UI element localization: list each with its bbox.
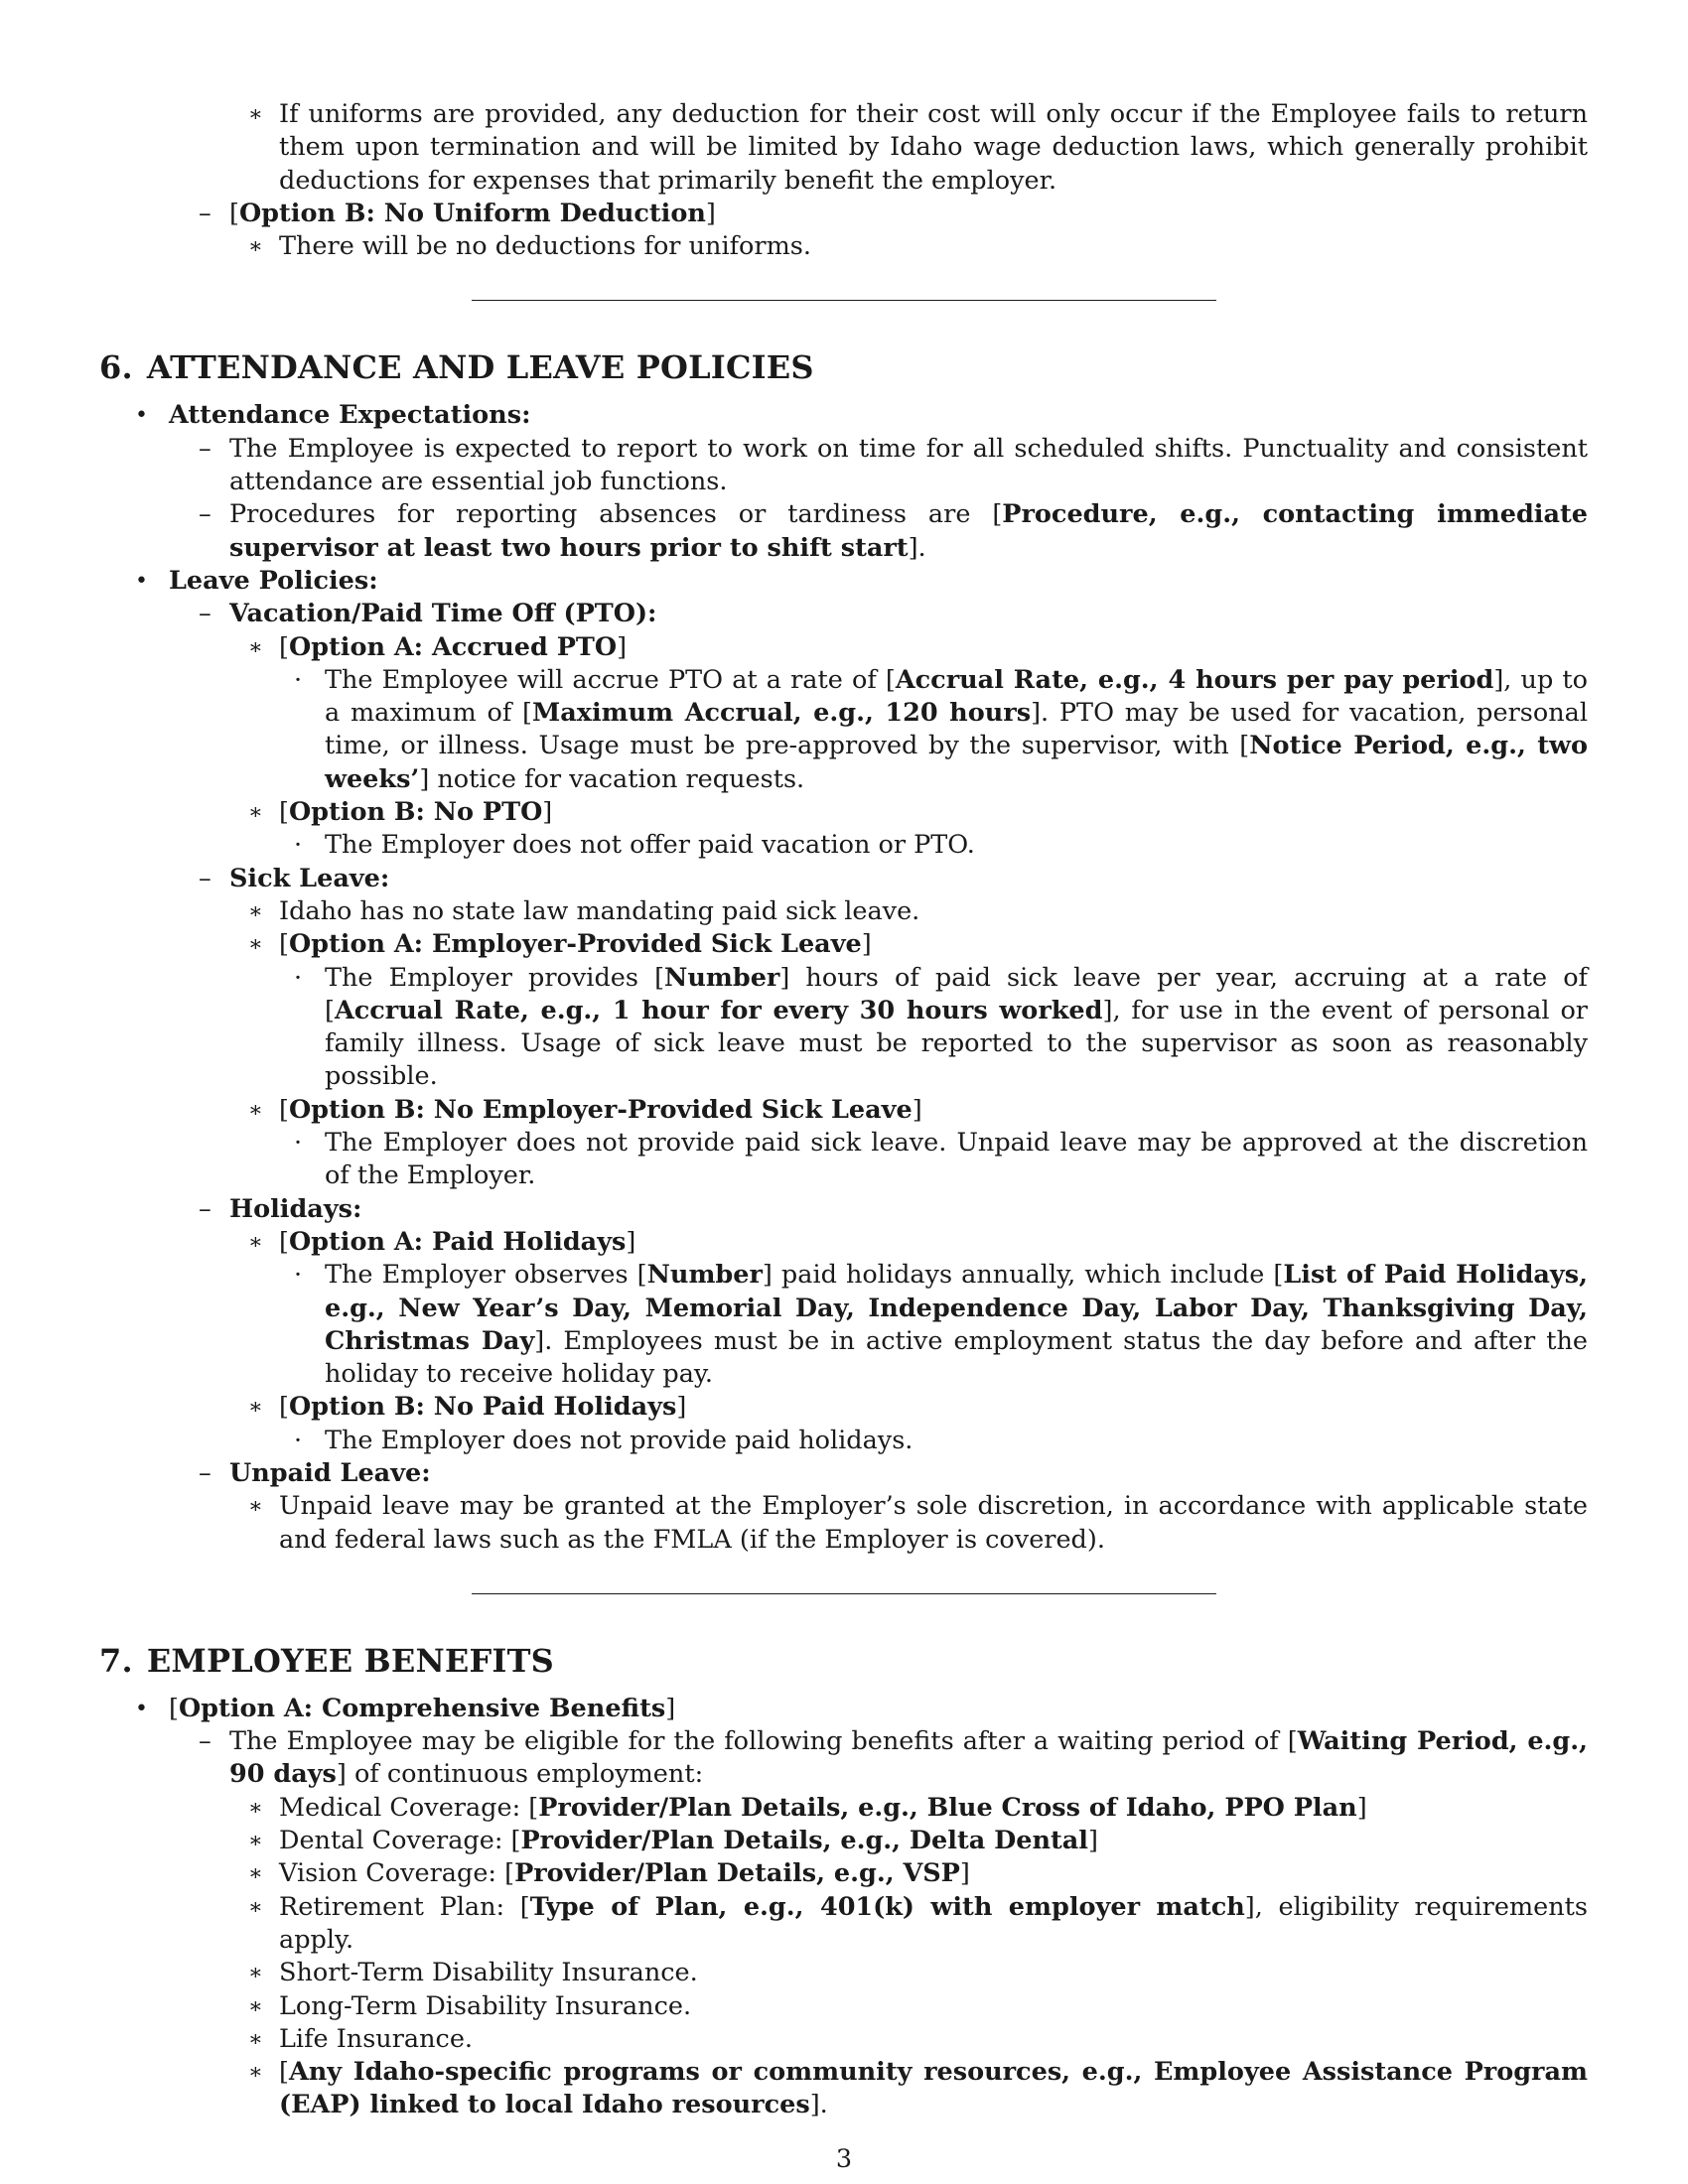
star-marker: ∗: [248, 2026, 263, 2052]
option-heading: Option B: No Paid Holidays: [288, 1392, 677, 1423]
list-item: ∗ [Option B: No PTO]: [99, 796, 1588, 829]
star-marker: ∗: [248, 1395, 263, 1421]
list-item: ∗ Retirement Plan: [Type of Plan, e.g., 401(k) with employer match], eligibility requirements apply.: [248, 1891, 1588, 1955]
dot-marker: ·: [294, 1260, 303, 1291]
dash-marker: –: [199, 198, 211, 228]
option-heading: Option A: Paid Holidays: [288, 1226, 627, 1257]
list-item: · The Employer does not provide paid sick leave. Unpaid leave may be approved at the discretion of the Employer.: [294, 1128, 1588, 1191]
list-item: [99, 399, 1588, 432]
list-item: [99, 98, 1588, 198]
star-marker: ∗: [248, 1894, 263, 1920]
list-item: ∗ Unpaid leave may be granted at the Employer’s sole discretion, in accordance with applicable state and federal laws such as the FMLA (if the Employer is covered).: [248, 1491, 1588, 1555]
star-marker: ∗: [248, 102, 263, 127]
list-item: ∗ [Any Idaho-specific programs or community resources, e.g., Employee Assistance Program (EAP) linked to local Idaho resources].: [248, 2057, 1588, 2120]
list-item: – Sick Leave:: [99, 863, 1588, 895]
list-item: ∗ [Option B: No Paid Holidays]: [99, 1391, 1588, 1424]
star-marker: ∗: [248, 1097, 263, 1123]
list-item: ∗ Dental Coverage: [Provider/Plan Details, e.g., Delta Dental]: [99, 1825, 1588, 1857]
list-item: ∗ Long-Term Disability Insurance.: [99, 1990, 1588, 2023]
section-divider: [472, 1593, 1216, 1594]
star-marker: ∗: [248, 634, 263, 660]
list-item: – Holidays:: [99, 1193, 1588, 1226]
list-item: ∗ [Option A: Paid Holidays]: [99, 1226, 1588, 1259]
option-heading: Option B: No Uniform Deduction: [238, 198, 706, 228]
star-marker: ∗: [248, 932, 263, 958]
star-marker: ∗: [248, 1993, 263, 2019]
list-item: ∗ Life Insurance.: [99, 2023, 1588, 2056]
list-item: • [Option A: Comprehensive Benefits]: [99, 1693, 1588, 1725]
option-heading: Option A: Accrued PTO: [288, 631, 618, 662]
list-item: ∗ Vision Coverage: [Provider/Plan Details, e.g., VSP]: [99, 1857, 1588, 1890]
document-page: [99, 98, 1588, 2122]
dash-marker: –: [199, 863, 211, 893]
list-item: · The Employee will accrue PTO at a rate of [Accrual Rate, e.g., 4 hours per pay period], up to a maximum of [Maximum Accrual, e.g., 120 hours]. PTO may be used for vacation, personal time, or illness. Usage must be pre-approved by the supervisor, with [Notice Period, e.g., two weeks’] notice for vacation requests.: [294, 664, 1589, 794]
list-item: ∗ There will be no deductions for uniforms.: [99, 230, 1588, 263]
page-number: 3: [835, 2144, 853, 2174]
list-item: ∗ [Option A: Employer-Provided Sick Leave]: [99, 928, 1588, 961]
list-item: · The Employer observes [Number] paid holidays annually, which include [List of Paid Holidays, e.g., New Year’s Day, Memorial Day, Independence Day, Labor Day, Thanksgiving Day, Christmas Day]. Employees must be in active employment status the day before and after the holiday to receive holiday pay.: [294, 1260, 1588, 1390]
bullet-marker: •: [135, 1696, 148, 1721]
dash-marker: –: [199, 599, 211, 629]
section-divider: [472, 300, 1216, 301]
list-item: · The Employer does not provide paid holidays.: [99, 1425, 1588, 1457]
dash-marker: –: [199, 1726, 211, 1757]
section-heading: 6. ATTENDANCE AND LEAVE POLICIES: [99, 348, 814, 387]
section-heading: 7. EMPLOYEE BENEFITS: [99, 1641, 554, 1680]
option-heading: Option B: No PTO: [288, 797, 543, 828]
star-marker: ∗: [248, 1861, 263, 1887]
dot-marker: ·: [294, 962, 303, 993]
dot-marker: ·: [294, 1425, 303, 1455]
bullet-marker: •: [135, 568, 148, 594]
dash-marker: –: [199, 499, 211, 530]
list-item: ∗ Idaho has no state law mandating paid sick leave.: [99, 895, 1588, 928]
list-item: – The Employee is expected to report to work on time for all scheduled shifts. Punctuality and consistent attendance are essential job functions.: [199, 433, 1588, 497]
star-marker: ∗: [248, 1961, 263, 1986]
dot-marker: ·: [294, 830, 303, 861]
list-item: – Vacation/Paid Time Off (PTO):: [99, 598, 1588, 630]
list-item: · The Employer provides [Number] hours of paid sick leave per year, accruing at a rate of [Accrual Rate, e.g., 1 hour for every 30 hours worked], for use in the event of personal or family illness. Usage of sick leave must be reported to the supervisor as soon as reasonably possible.: [294, 962, 1588, 1092]
dot-marker: ·: [294, 1128, 303, 1159]
list-item: ∗ [Option A: Accrued PTO]: [99, 631, 1588, 664]
star-marker: ∗: [248, 234, 263, 260]
list-item: – The Employee may be eligible for the following benefits after a waiting period of [Waiting Period, e.g., 90 days] of continuous employment:: [199, 1726, 1589, 1790]
dash-marker: –: [199, 433, 211, 464]
subsection-heading: Leave Policies:: [169, 565, 378, 596]
list-item: [99, 565, 1588, 598]
list-item: ∗ [Option B: No Employer-Provided Sick Leave]: [99, 1094, 1588, 1127]
list-item: ∗ Short-Term Disability Insurance.: [99, 1957, 1588, 1989]
star-marker: ∗: [248, 1795, 263, 1821]
bullet-marker: •: [135, 403, 148, 429]
option-heading: Option B: No Employer-Provided Sick Leave: [288, 1094, 913, 1125]
star-marker: ∗: [248, 898, 263, 924]
dash-marker: –: [199, 1193, 211, 1224]
list-item: – Unpaid Leave:: [99, 1457, 1588, 1490]
star-marker: ∗: [248, 800, 263, 826]
star-marker: ∗: [248, 2060, 263, 2086]
list-item: – [Option B: No Uniform Deduction]: [99, 198, 1588, 230]
subsection-heading: Attendance Expectations:: [169, 400, 531, 431]
star-marker: ∗: [248, 1829, 263, 1854]
option-heading: Option A: Employer-Provided Sick Leave: [288, 929, 862, 960]
dot-marker: ·: [294, 664, 303, 695]
list-item: – Procedures for reporting absences or tardiness are [Procedure, e.g., contacting immediate supervisor at least two hours prior to shift start].: [199, 499, 1588, 563]
uniform-note: If uniforms are provided, any deduction for their cost will only occur if the Employee fails to return them upon termination and will be limited by Idaho wage deduction laws, which generally prohibit deductions for expenses that primarily benefit the employer.: [279, 99, 1588, 196]
star-marker: ∗: [248, 1494, 263, 1520]
option-heading: Option A: Comprehensive Benefits: [178, 1693, 666, 1723]
dash-marker: –: [199, 1457, 211, 1488]
star-marker: ∗: [248, 1229, 263, 1255]
list-item: ∗ Medical Coverage: [Provider/Plan Details, e.g., Blue Cross of Idaho, PPO Plan]: [99, 1792, 1588, 1825]
list-item: · The Employer does not offer paid vacation or PTO.: [99, 829, 1588, 862]
